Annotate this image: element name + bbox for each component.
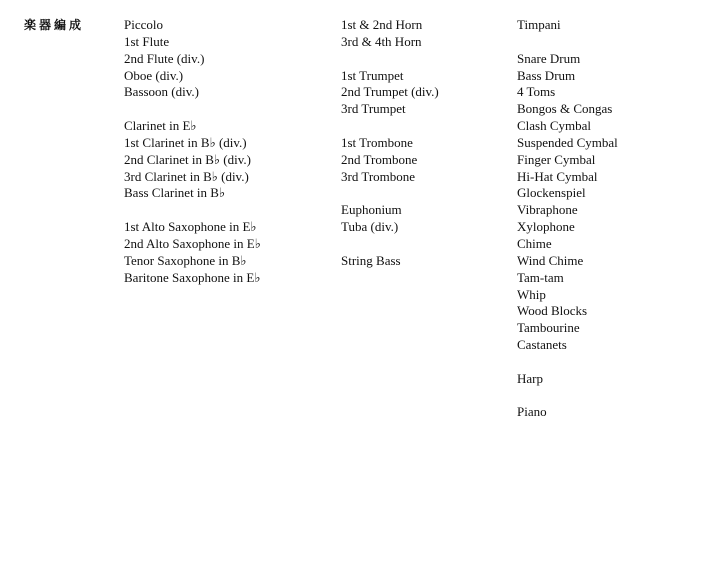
instrument-item: Bass Drum (517, 67, 576, 83)
instrument-item: Piccolo (124, 17, 163, 32)
instrument-item: 2nd Trumpet (div.) (341, 84, 439, 100)
instrument-item: Tenor Saxophone in B♭ (124, 252, 247, 268)
instrument-column-percussion (517, 17, 618, 421)
instrument-item: Hi-Hat Cymbal (517, 168, 598, 184)
blank-line (124, 202, 261, 219)
instrument-item: Timpani (517, 17, 561, 32)
instrument-item: Castanets (517, 337, 567, 353)
instrument-item: Finger Cymbal (517, 151, 596, 167)
instrument-item: Suspended Cymbal (517, 134, 618, 150)
instrument-item: Oboe (div.) (124, 67, 184, 83)
instrument-item: Whip (517, 286, 546, 302)
instrument-item: 3rd Trumpet (341, 101, 406, 117)
blank-line (341, 51, 439, 68)
instrument-item: Vibraphone (517, 202, 578, 218)
instrument-item: 1st Trombone (341, 134, 413, 150)
blank-line (341, 185, 439, 202)
instrument-item: Xylophone (517, 219, 575, 235)
instrument-item: 2nd Trombone (341, 151, 418, 167)
instrument-item: 2nd Clarinet in B♭ (div.) (124, 151, 251, 167)
blank-line (517, 34, 618, 51)
instrument-item: 1st Alto Saxophone in E♭ (124, 219, 257, 235)
instrument-item: Bass Clarinet in B♭ (124, 185, 226, 201)
instrument-item: Tambourine (517, 320, 580, 336)
instrument-item: Piano (517, 404, 547, 420)
instrument-item: Tam-tam (517, 269, 564, 285)
instrument-item: Clash Cymbal (517, 118, 592, 134)
instrument-item: 1st Flute (124, 33, 170, 49)
instrument-item: 3rd & 4th Horn (341, 33, 422, 49)
blank-line (124, 101, 261, 118)
instrument-item: String Bass (341, 252, 401, 268)
instrument-item: Clarinet in E♭ (124, 118, 197, 134)
instrument-item: 1st & 2nd Horn (341, 17, 423, 32)
instrument-column-brass (341, 17, 439, 270)
instrument-item: 4 Toms (517, 84, 556, 100)
instrument-item: 3rd Clarinet in B♭ (div.) (124, 168, 249, 184)
instrument-item: Snare Drum (517, 50, 581, 66)
instrument-item: Wind Chime (517, 252, 584, 268)
page-title: 楽器編成 (24, 18, 85, 32)
blank-line (517, 388, 618, 405)
blank-line (341, 118, 439, 135)
instrument-item: 2nd Alto Saxophone in E♭ (124, 235, 261, 251)
instrument-item: Chime (517, 235, 552, 251)
blank-line (517, 354, 618, 371)
instrument-item: 1st Trumpet (341, 67, 404, 83)
instrument-item: Tuba (div.) (341, 219, 399, 235)
instrument-item: Bongos & Congas (517, 101, 613, 117)
instrument-item: Baritone Saxophone in E♭ (124, 269, 261, 285)
instrument-item: 3rd Trombone (341, 168, 416, 184)
instrument-item: 2nd Flute (div.) (124, 50, 205, 66)
instrument-item: Euphonium (341, 202, 402, 218)
instrument-item: 1st Clarinet in B♭ (div.) (124, 134, 247, 150)
blank-line (341, 236, 439, 253)
instrument-item: Harp (517, 370, 543, 386)
instrument-column-woodwinds (124, 17, 261, 287)
instrument-item: Glockenspiel (517, 185, 586, 201)
instrument-item: Bassoon (div.) (124, 84, 199, 100)
instrument-item: Wood Blocks (517, 303, 588, 319)
